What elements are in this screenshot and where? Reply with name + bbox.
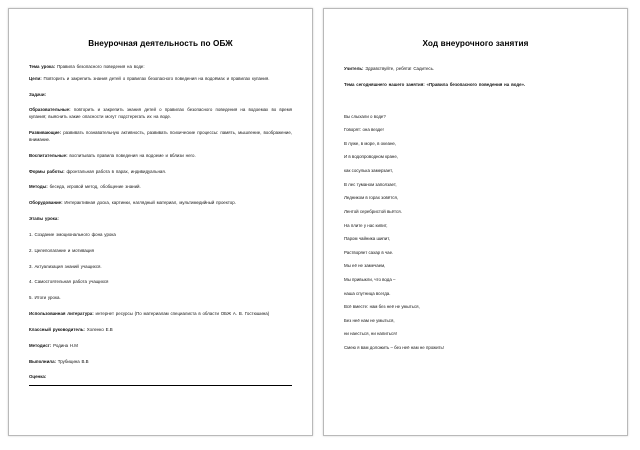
paragraph-text: Правила безопасного поведения на воде: [55, 64, 145, 69]
paragraph-class-teacher [29, 327, 292, 334]
paragraph-text: Интерактивная доска, картинки, наглядный материал, мультимедийный проектор. [62, 200, 236, 206]
paragraph-label: Использованная литература: [29, 311, 94, 317]
paragraph-text: Родина Н.М [51, 342, 78, 348]
paragraph-developing [29, 130, 292, 144]
stage-item-1: 1. Создание эмоционального фона урока [29, 231, 116, 237]
paragraph-teacher-greeting [344, 66, 607, 73]
paragraph-label: Учитель: [344, 66, 364, 71]
verse-line: Растворяет сахар в чае. [344, 249, 394, 255]
paragraph-label: Оценка: [29, 374, 47, 380]
paragraph-equipment [29, 200, 292, 207]
verse-line: Паром чайника шипит, [344, 236, 391, 242]
paragraph-author [29, 359, 292, 366]
verse-line: Мы её не замечаем, [344, 263, 386, 269]
paragraph-label: Классный руководитель: [29, 326, 85, 332]
verse-line: наша спутница всегда. [344, 290, 391, 296]
verse-line: Мы привыкли, что вода – [344, 276, 396, 282]
paragraph-text: Холенко Е.В [84, 326, 113, 332]
paragraph-upbringing [29, 153, 292, 160]
paragraph-grade [29, 374, 292, 381]
paragraph-text: Здравствуйте, ребята! Садитесь. [363, 66, 435, 71]
verse-line: как сосулька замерзает, [344, 168, 393, 174]
paragraph-label: Методы: [29, 184, 48, 190]
paragraph-text: Повторить и закрепить знания детей о правилах безопасного поведения на водоёмах и правилах купания. [41, 75, 270, 81]
stage-item-4: 4. Самостоятельная работа учащихся [29, 279, 109, 285]
stage-item-2: 2. Целеполагание и мотивация [29, 247, 95, 253]
paragraph-label: Выполнила: [29, 358, 56, 364]
page-left-content [9, 9, 312, 435]
verse-line: На плите у нас кипит, [344, 222, 388, 228]
paragraph-lesson-topic [344, 82, 607, 89]
paragraph-label: Методист: [29, 342, 52, 348]
paragraph-label: Воспитательные: [29, 152, 68, 158]
paragraph-text: воспитывать правила поведения на водоеме и вблизи него. [67, 152, 196, 158]
signature-rule [29, 385, 292, 386]
paragraph-label: Цели: [29, 75, 42, 81]
paragraph-label: Тема урока: [29, 64, 56, 69]
verse-line: В лес туманом заползает, [344, 181, 397, 187]
paragraph-stages-heading [29, 216, 292, 223]
verse-line: Смею я вам доложить – без неё нам не прожить! [344, 345, 445, 351]
paragraph-literature [29, 311, 292, 318]
paragraph-label: Тема сегодняшнего нашего занятия: [344, 81, 425, 87]
verse-spacer [344, 98, 607, 114]
paragraph-text: фронтальная работа в парах, индивидуальная. [64, 168, 166, 174]
paragraph-label: Задачи: [29, 91, 47, 97]
paragraph-methodist [29, 343, 292, 350]
paragraph-text: развивать познавательную активность, развивать психические процессы: память, мышление, воображение, внимание. [29, 130, 292, 142]
document-page-left [8, 8, 313, 436]
paragraph-label: Оборудование: [29, 200, 63, 206]
verse-line: В луже, в море, в океане, [344, 140, 397, 146]
paragraph-methods [29, 184, 292, 191]
paragraph-goals [29, 76, 292, 83]
paragraph-tasks [29, 92, 292, 99]
page-right-content [324, 9, 627, 435]
verse-line: Говорят: она везде! [344, 127, 384, 133]
verse-line: И в водопроводном кране, [344, 154, 399, 160]
paragraph-theme [29, 64, 292, 71]
page-title: Ход внеурочного занятия [422, 39, 529, 48]
page-title: Внеурочная деятельность по ОБЖ [88, 39, 233, 48]
stage-item-5: 5. Итоги урока. [29, 295, 61, 301]
verse-line: Вы слыхали о воде? [344, 113, 386, 119]
paragraph-label: Образовательные: [29, 107, 71, 113]
paragraph-label: Развивающие: [29, 130, 62, 136]
paragraph-educational [29, 107, 292, 121]
verse-line: Всё вместе: нам без неё не умыться, [344, 304, 420, 310]
paragraph-text: интернет ресурсы (По материалам специалиста в области ОБЖ А. В. Гостюшина) [93, 311, 270, 317]
paragraph-text: беседа, игровой метод, обобщение знаний. [47, 184, 141, 190]
paragraph-forms [29, 169, 292, 176]
paragraph-text: Трубицина В.В [55, 358, 89, 364]
verse-line: Без неё нам не умыться, [344, 317, 395, 323]
paragraph-label: Формы работы: [29, 168, 65, 174]
stage-item-3: 3. Актуализация знаний учащихся. [29, 263, 102, 269]
paragraph-text: «Правила безопасного поведения на воде». [424, 81, 526, 87]
document-page-right [323, 8, 628, 436]
verse-line: Ледником в горах зовётся, [344, 195, 399, 201]
paragraph-text: повторить и закрепить знания детей о правилах безопасного поведения на водоемах во время купания; выяснить какие опасности могут подстерегать их на воде. [29, 107, 292, 120]
paragraph-label: Этапы урока: [29, 216, 59, 222]
verse-line: ни наесться, ни напиться! [344, 331, 397, 337]
verse-line: Лентой серебристой вьётся. [344, 208, 402, 214]
